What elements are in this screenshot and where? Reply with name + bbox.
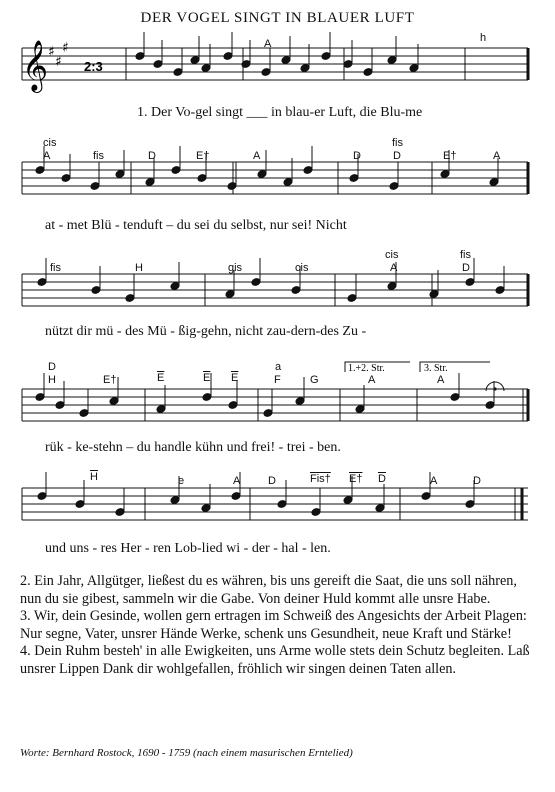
chord: H bbox=[135, 262, 143, 274]
lyrics-line: und uns - res Her - ren Lob-lied wi - der - hal - len. bbox=[45, 541, 331, 556]
lyrics-line: 1. Der Vo-gel singt ___ in blau-er Luft, die Blu-me bbox=[137, 105, 423, 120]
chord: $\overline{H}$ bbox=[90, 471, 98, 483]
chord: e bbox=[178, 475, 185, 487]
chord: A bbox=[264, 38, 272, 50]
verses-block bbox=[20, 573, 540, 679]
chord: E† bbox=[443, 150, 457, 162]
chord: A bbox=[493, 150, 501, 162]
chord: fis bbox=[460, 249, 471, 261]
chord: H bbox=[48, 374, 56, 386]
chord: $\overline{E}$ bbox=[231, 372, 239, 384]
chord: D bbox=[148, 150, 156, 162]
credit-line: Worte: Bernhard Rostock, 1690 - 1759 (nach einem masurischen Erntelied) bbox=[20, 747, 353, 759]
verse: 3. Wir, dein Gesinde, wollen gern ertragen im Schweiß des Angesichts der Arbeit Plagen: Nur segne, Vater, unsrer Hände Werke, schenk uns Gesundheit, neue Kraft und Stärke! bbox=[20, 608, 527, 642]
chord: D bbox=[473, 475, 481, 487]
chord: A bbox=[253, 150, 261, 162]
chord: D bbox=[353, 150, 361, 162]
chord: fis bbox=[50, 262, 61, 274]
chord: D bbox=[393, 150, 401, 162]
chord: A bbox=[390, 262, 398, 274]
chord: A bbox=[437, 374, 445, 386]
sharp-icon: ♯ bbox=[55, 54, 62, 70]
sharp-icon: ♯ bbox=[62, 40, 69, 56]
verse: 4. Dein Ruhm besteh' in alle Ewigkeiten, uns Arme wolle stets dein Schutz begleiten. Laß unsrer Lippen Dank dir wohlgefallen, fröhlich wir singen deinen Taten allen. bbox=[20, 643, 530, 677]
chord: cis bbox=[295, 262, 309, 274]
chord: G bbox=[310, 374, 319, 386]
treble-clef-icon: 𝄞 bbox=[22, 40, 49, 91]
lyrics-line: at - met Blü - tenduft – du sei du selbst, nur sei! Nicht bbox=[45, 218, 347, 233]
chord: $\overline{E}$ bbox=[157, 372, 165, 384]
chord: D bbox=[268, 475, 276, 487]
chord: E† bbox=[103, 374, 117, 386]
chord: gis bbox=[228, 262, 243, 274]
sharp-icon: ♯ bbox=[48, 44, 55, 60]
chord: A bbox=[233, 475, 241, 487]
chord: cis bbox=[385, 249, 399, 261]
chord: $\overline{E}$ bbox=[203, 372, 211, 384]
volta-second: 3. Str. bbox=[424, 363, 448, 374]
chord: A bbox=[43, 150, 51, 162]
chord: a bbox=[275, 361, 282, 373]
chord: A bbox=[368, 374, 376, 386]
chord: fis bbox=[392, 137, 403, 149]
verse: 2. Ein Jahr, Allgütger, ließest du es währen, bis uns gereift die Saat, die uns soll nähren, nun du sie gibest, sammeln wir die Gabe. Von deiner Huld kommt alle unsre Habe. bbox=[20, 573, 517, 607]
song-title: DER VOGEL SINGT IN BLAUER LUFT bbox=[140, 10, 415, 26]
volta-first: 1.+2. Str. bbox=[348, 363, 385, 374]
chord: h bbox=[480, 32, 487, 44]
chord: Fis† bbox=[310, 473, 331, 485]
chord: D bbox=[48, 361, 56, 373]
chord: $\overline{D}$ bbox=[378, 473, 386, 485]
chord: F bbox=[274, 374, 281, 386]
lyrics-line: rük - ke-stehn – du handle kühn und frei! - trei - ben. bbox=[45, 440, 341, 455]
chord: E† bbox=[349, 473, 363, 485]
chord: D bbox=[462, 262, 470, 274]
chord: fis bbox=[93, 150, 104, 162]
time-signature: 2:3 bbox=[84, 59, 103, 74]
chord: E† bbox=[196, 150, 210, 162]
lyrics-line: nützt dir mü - des Mü - ßig-gehn, nicht zau-dern-des Zu - bbox=[45, 324, 367, 339]
chord: cis bbox=[43, 137, 57, 149]
chord: A bbox=[430, 475, 438, 487]
